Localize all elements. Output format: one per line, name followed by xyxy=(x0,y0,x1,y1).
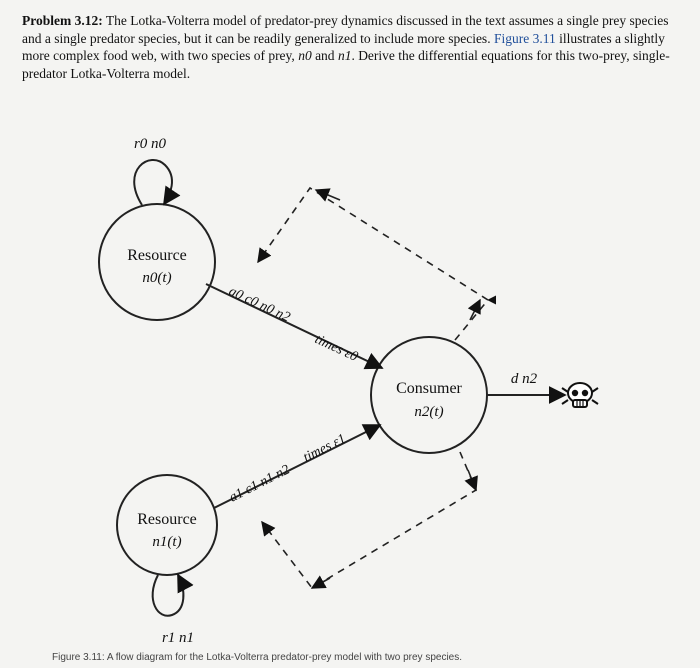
feedback-arrowhead-4 xyxy=(312,578,330,588)
consumer-var: n2(t) xyxy=(414,404,444,420)
resource-0-var: n0(t) xyxy=(142,270,172,286)
resource-0-title: Resource xyxy=(127,247,187,264)
resource-0-growth-label: r0 n0 xyxy=(133,136,167,152)
var-n1: n1 xyxy=(337,48,352,63)
feedback-arrowhead-3 xyxy=(468,470,476,490)
resource-0-growth-loop xyxy=(134,160,172,205)
problem-text-4: . Derive the differential equations for this two-prey, single-predator Lotka-Volterra model. xyxy=(22,48,670,81)
death-label: d n2 xyxy=(510,371,538,387)
feedback-consumer-to-r1 xyxy=(262,452,476,588)
consumer-node xyxy=(371,337,487,453)
feedback-arrowhead-2 xyxy=(316,190,340,200)
resource-1-growth-label: r1 n1 xyxy=(161,630,195,646)
edge-r1-times: times ε1 xyxy=(301,431,349,466)
problem-label: Problem 3.12: xyxy=(22,13,103,28)
consumer-title: Consumer xyxy=(396,380,462,397)
problem-text-2: illustrates a slightly more complex food web, with two species of prey, xyxy=(22,30,665,63)
feedback-consumer-to-r0 xyxy=(258,188,488,340)
edge-r0-label: a0 c0 n0 n2 xyxy=(226,284,293,326)
problem-text-3: and xyxy=(311,48,338,63)
resource-1-node xyxy=(117,475,217,575)
resource-1-title: Resource xyxy=(137,511,197,528)
problem-text-1: The Lotka-Volterra model of predator-prey dynamics discussed in the text assumes a single prey species and a single predator species, but it can be readily generalized to include more species. xyxy=(22,13,669,46)
edge-r1-label: a1 c1 n1 n2 xyxy=(227,462,293,506)
var-n0: n0 xyxy=(298,48,312,63)
skull-icon xyxy=(562,383,598,407)
resource-1-var: n1(t) xyxy=(152,534,182,550)
edge-r0-times: times ε0 xyxy=(312,332,360,365)
figure-caption: Figure 3.11: A flow diagram for the Lotka-Volterra predator-prey model with two prey species. xyxy=(52,652,463,663)
resource-1-growth-loop xyxy=(153,575,184,616)
figure-link[interactable]: Figure 3.11 xyxy=(493,30,556,46)
resource-0-node xyxy=(99,204,215,320)
